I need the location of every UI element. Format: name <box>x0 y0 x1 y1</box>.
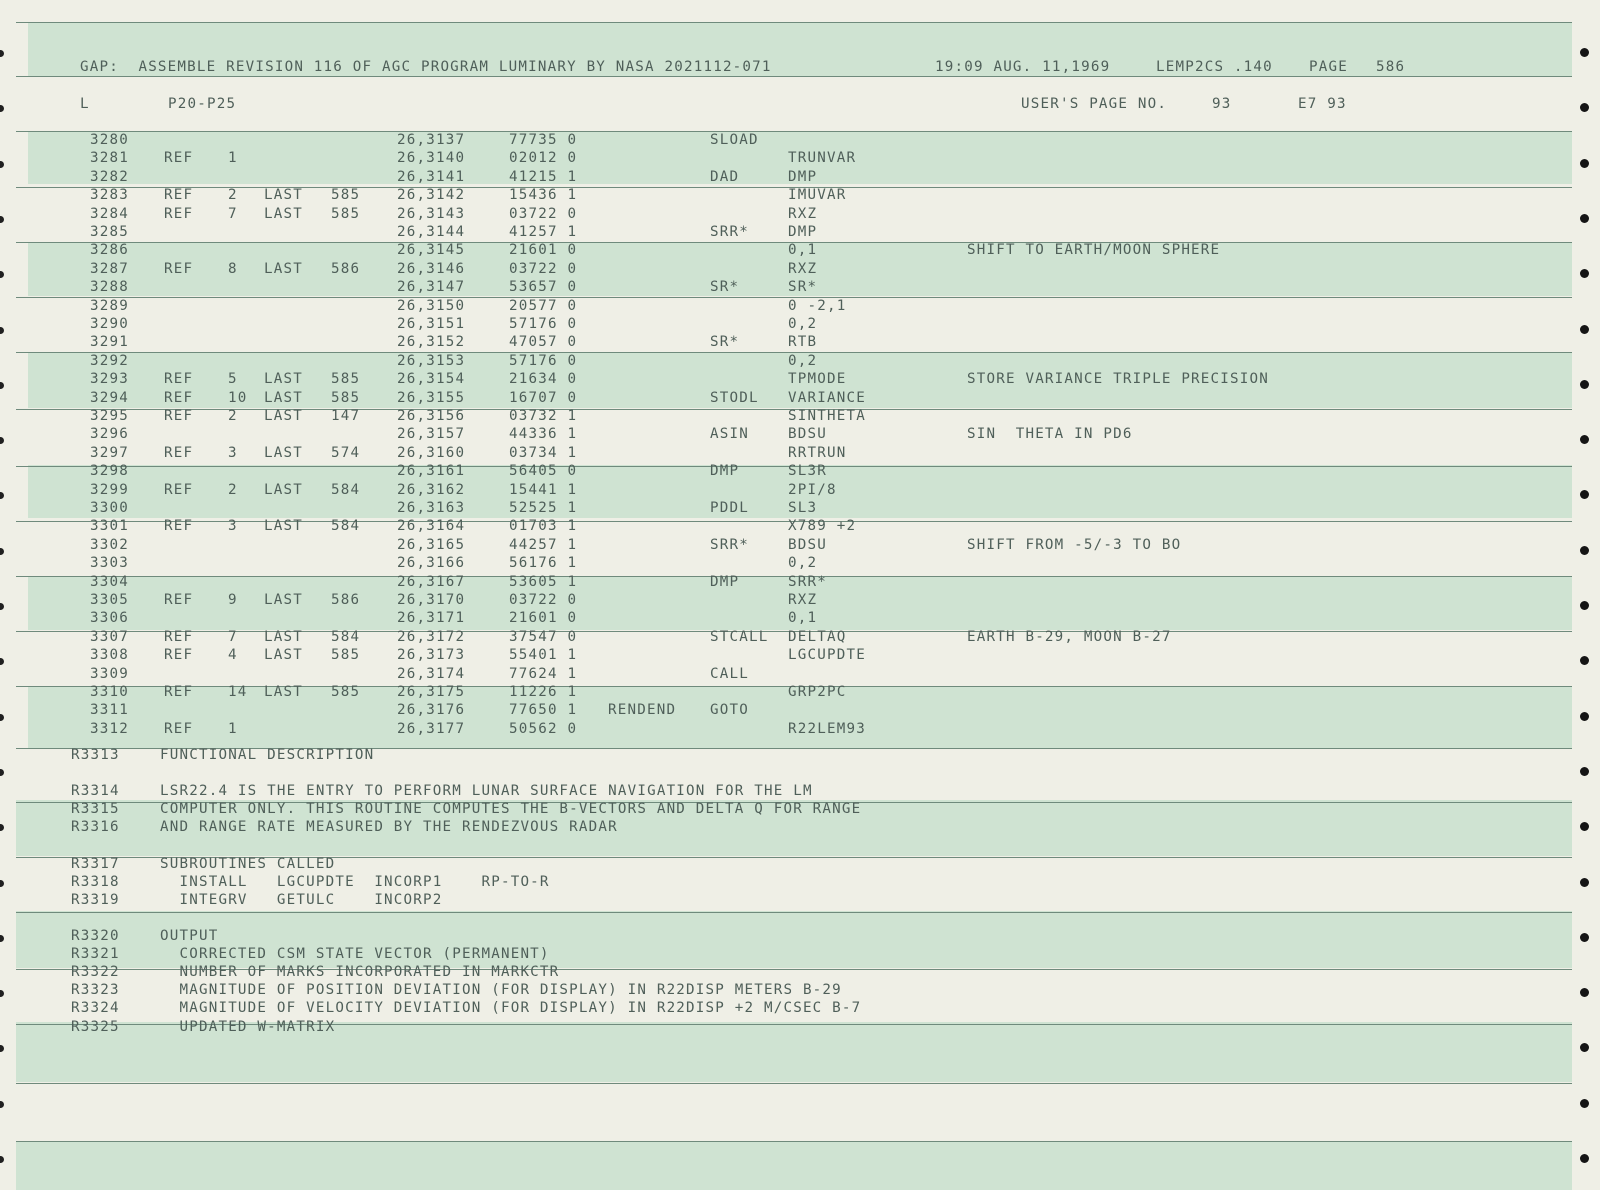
comment-text: FUNCTIONAL DESCRIPTION <box>160 747 375 763</box>
line-number: 3304 <box>90 573 129 590</box>
line-number: 3282 <box>90 168 129 185</box>
address: 26,3141 <box>397 168 466 185</box>
line-number: 3284 <box>90 205 129 222</box>
opcode: GOTO <box>710 702 749 719</box>
operand: BDSU <box>788 536 827 553</box>
address: 26,3167 <box>397 573 466 590</box>
last-marker: LAST <box>264 408 303 424</box>
ref-marker: REF <box>164 260 194 277</box>
address: 26,3164 <box>397 518 466 535</box>
last-marker: LAST <box>264 592 303 608</box>
line-number: 3300 <box>90 500 129 516</box>
ref-count: 3 <box>228 444 238 461</box>
comment-line-number: R3317 <box>71 855 120 872</box>
opcode: PDDL <box>710 500 749 516</box>
line-number: 3296 <box>90 426 129 443</box>
ref-count: 7 <box>228 205 238 222</box>
comment-text: COMPUTER ONLY. THIS ROUTINE COMPUTES THE B-VECTORS AND DELTA Q FOR RANGE <box>160 801 862 818</box>
opcode: SR* <box>710 334 740 351</box>
comment: SIN THETA IN PD6 <box>967 426 1133 443</box>
ref-count: 2 <box>228 408 238 424</box>
operand: 0,2 <box>788 316 818 332</box>
opcode: SRR* <box>710 224 749 240</box>
opcode: DAD <box>710 168 740 185</box>
octal-word: 41215 1 <box>509 168 578 185</box>
octal-word: 77735 0 <box>509 132 578 148</box>
operand: 0,2 <box>788 352 818 369</box>
octal-word: 03734 1 <box>509 444 578 461</box>
address: 26,3172 <box>397 628 466 645</box>
comment-line-number: R3314 <box>71 783 120 800</box>
ref-marker: REF <box>164 444 194 461</box>
last-marker: LAST <box>264 371 303 388</box>
comment-line-number: R3325 <box>71 1018 120 1035</box>
ref-count: 2 <box>228 187 238 204</box>
address: 26,3174 <box>397 665 466 682</box>
subheader-section: P20-P25 <box>168 96 237 112</box>
address: 26,3152 <box>397 334 466 351</box>
line-number: 3290 <box>90 316 129 332</box>
opcode: ASIN <box>710 426 749 443</box>
ref-count: 1 <box>228 720 238 737</box>
address: 26,3145 <box>397 242 466 259</box>
comment-line-number: R3315 <box>71 801 120 818</box>
line-number: 3289 <box>90 297 129 314</box>
ref-count: 9 <box>228 592 238 608</box>
octal-word: 50562 0 <box>509 720 578 737</box>
address: 26,3163 <box>397 500 466 516</box>
users-page-number: 93 <box>1212 96 1232 112</box>
comment-line-number: R3316 <box>71 819 120 836</box>
octal-word: 41257 1 <box>509 224 578 240</box>
header-date: 19:09 AUG. 11,1969 <box>935 59 1111 75</box>
line-number: 3299 <box>90 481 129 498</box>
address: 26,3171 <box>397 610 466 627</box>
operand: SR* <box>788 279 818 296</box>
line-number: 3280 <box>90 132 129 148</box>
ref-marker: REF <box>164 481 194 498</box>
address: 26,3151 <box>397 316 466 332</box>
opcode: SR* <box>710 279 740 296</box>
label: RENDEND <box>608 702 677 719</box>
operand: TPMODE <box>788 371 847 388</box>
last-marker: LAST <box>264 518 303 535</box>
ref-marker: REF <box>164 389 194 406</box>
subheader-tag: L <box>80 96 90 112</box>
opcode: SLOAD <box>710 132 759 148</box>
octal-word: 16707 0 <box>509 389 578 406</box>
ref-marker: REF <box>164 592 194 608</box>
line-number: 3298 <box>90 463 129 480</box>
last-marker: LAST <box>264 205 303 222</box>
ref-marker: REF <box>164 408 194 424</box>
address: 26,3137 <box>397 132 466 148</box>
octal-word: 52525 1 <box>509 500 578 516</box>
octal-word: 57176 0 <box>509 352 578 369</box>
header-title: GAP: ASSEMBLE REVISION 116 OF AGC PROGRAM LUMINARY BY NASA 2021112-071 <box>80 59 772 75</box>
octal-word: 20577 0 <box>509 297 578 314</box>
comment-line-number: R3321 <box>71 946 120 963</box>
line-number: 3295 <box>90 408 129 424</box>
octal-word: 15436 1 <box>509 187 578 204</box>
ref-marker: REF <box>164 684 194 700</box>
last-page: 585 <box>331 205 361 222</box>
comment-line-number: R3319 <box>71 891 120 908</box>
line-number: 3310 <box>90 684 129 700</box>
comment-text: LSR22.4 IS THE ENTRY TO PERFORM LUNAR SURFACE NAVIGATION FOR THE LM <box>160 783 813 800</box>
octal-word: 44257 1 <box>509 536 578 553</box>
opcode: CALL <box>710 665 749 682</box>
comment-text: AND RANGE RATE MEASURED BY THE RENDEZVOUS RADAR <box>160 819 618 836</box>
octal-word: 03722 0 <box>509 592 578 608</box>
operand: DMP <box>788 168 818 185</box>
comment-text: CORRECTED CSM STATE VECTOR (PERMANENT) <box>160 946 550 963</box>
address: 26,3165 <box>397 536 466 553</box>
octal-word: 55401 1 <box>509 647 578 664</box>
ref-count: 14 <box>228 684 248 700</box>
operand: DELTAQ <box>788 628 847 645</box>
comment-text: MAGNITUDE OF VELOCITY DEVIATION (FOR DISPLAY) IN R22DISP +2 M/CSEC B-7 <box>160 1000 862 1017</box>
address: 26,3144 <box>397 224 466 240</box>
last-marker: LAST <box>264 628 303 645</box>
last-page: 574 <box>331 444 361 461</box>
octal-word: 44336 1 <box>509 426 578 443</box>
header-listing: LEMP2CS .140 <box>1156 59 1273 75</box>
comment-text: INTEGRV GETULC INCORP2 <box>160 891 443 908</box>
comment-line-number: R3323 <box>71 982 120 999</box>
last-marker: LAST <box>264 444 303 461</box>
ref-marker: REF <box>164 187 194 204</box>
operand: RRTRUN <box>788 444 847 461</box>
opcode: DMP <box>710 573 740 590</box>
operand: IMUVAR <box>788 187 847 204</box>
octal-word: 15441 1 <box>509 481 578 498</box>
last-page: 147 <box>331 408 361 424</box>
line-number: 3285 <box>90 224 129 240</box>
comment-line-number: R3313 <box>71 747 120 763</box>
operand: 0,2 <box>788 555 818 572</box>
octal-word: 37547 0 <box>509 628 578 645</box>
address: 26,3153 <box>397 352 466 369</box>
address: 26,3160 <box>397 444 466 461</box>
comment: EARTH B-29, MOON B-27 <box>967 628 1172 645</box>
ref-count: 7 <box>228 628 238 645</box>
address: 26,3157 <box>397 426 466 443</box>
line-number: 3303 <box>90 555 129 572</box>
address: 26,3166 <box>397 555 466 572</box>
comment-line-number: R3324 <box>71 1000 120 1017</box>
line-number: 3287 <box>90 260 129 277</box>
operand: RXZ <box>788 592 818 608</box>
last-page: 585 <box>331 684 361 700</box>
operand: VARIANCE <box>788 389 866 406</box>
operand: 2PI/8 <box>788 481 837 498</box>
address: 26,3147 <box>397 279 466 296</box>
ref-count: 8 <box>228 260 238 277</box>
ref-marker: REF <box>164 371 194 388</box>
opcode: DMP <box>710 463 740 480</box>
line-number: 3301 <box>90 518 129 535</box>
octal-word: 56405 0 <box>509 463 578 480</box>
operand: TRUNVAR <box>788 150 857 167</box>
address: 26,3155 <box>397 389 466 406</box>
last-marker: LAST <box>264 187 303 204</box>
line-number: 3294 <box>90 389 129 406</box>
line-number: 3306 <box>90 610 129 627</box>
line-number: 3309 <box>90 665 129 682</box>
comment-text: INSTALL LGCUPDTE INCORP1 RP-TO-R <box>160 873 550 890</box>
octal-word: 03722 0 <box>509 205 578 222</box>
ref-marker: REF <box>164 720 194 737</box>
last-page: 584 <box>331 518 361 535</box>
ref-marker: REF <box>164 205 194 222</box>
operand: SL3 <box>788 500 818 516</box>
last-marker: LAST <box>264 481 303 498</box>
comment-text: OUTPUT <box>160 928 219 944</box>
last-page: 586 <box>331 260 361 277</box>
last-page: 585 <box>331 371 361 388</box>
header-page-label: PAGE <box>1309 59 1348 75</box>
ref-count: 5 <box>228 371 238 388</box>
octal-word: 02012 0 <box>509 150 578 167</box>
octal-word: 11226 1 <box>509 684 578 700</box>
opcode: STODL <box>710 389 759 406</box>
operand: GRP2PC <box>788 684 847 700</box>
operand: X789 +2 <box>788 518 857 535</box>
address: 26,3156 <box>397 408 466 424</box>
octal-word: 21601 0 <box>509 610 578 627</box>
last-marker: LAST <box>264 684 303 700</box>
comment: SHIFT TO EARTH/MOON SPHERE <box>967 242 1221 259</box>
address: 26,3142 <box>397 187 466 204</box>
operand: DMP <box>788 224 818 240</box>
ref-marker: REF <box>164 647 194 664</box>
operand: SINTHETA <box>788 408 866 424</box>
ref-count: 10 <box>228 389 248 406</box>
operand: 0 -2,1 <box>788 297 847 314</box>
last-page: 585 <box>331 187 361 204</box>
octal-word: 57176 0 <box>509 316 578 332</box>
line-number: 3288 <box>90 279 129 296</box>
line-number: 3291 <box>90 334 129 351</box>
address: 26,3175 <box>397 684 466 700</box>
opcode: STCALL <box>710 628 769 645</box>
opcode: SRR* <box>710 536 749 553</box>
octal-word: 56176 1 <box>509 555 578 572</box>
octal-word: 77624 1 <box>509 665 578 682</box>
operand: RXZ <box>788 260 818 277</box>
address: 26,3140 <box>397 150 466 167</box>
line-number: 3307 <box>90 628 129 645</box>
last-marker: LAST <box>264 389 303 406</box>
address: 26,3176 <box>397 702 466 719</box>
octal-word: 77650 1 <box>509 702 578 719</box>
ref-count: 1 <box>228 150 238 167</box>
line-number: 3312 <box>90 720 129 737</box>
last-marker: LAST <box>264 647 303 664</box>
octal-word: 01703 1 <box>509 518 578 535</box>
operand: 0,1 <box>788 242 818 259</box>
comment-text: MAGNITUDE OF POSITION DEVIATION (FOR DISPLAY) IN R22DISP METERS B-29 <box>160 982 842 999</box>
address: 26,3143 <box>397 205 466 222</box>
address: 26,3146 <box>397 260 466 277</box>
operand: RXZ <box>788 205 818 222</box>
ref-marker: REF <box>164 518 194 535</box>
page-checksum: E7 93 <box>1298 96 1347 112</box>
last-page: 585 <box>331 647 361 664</box>
last-marker: LAST <box>264 260 303 277</box>
ref-count: 2 <box>228 481 238 498</box>
operand: RTB <box>788 334 818 351</box>
line-number: 3308 <box>90 647 129 664</box>
line-number: 3283 <box>90 187 129 204</box>
operand: 0,1 <box>788 610 818 627</box>
address: 26,3161 <box>397 463 466 480</box>
last-page: 585 <box>331 389 361 406</box>
comment-line-number: R3322 <box>71 964 120 981</box>
operand: SL3R <box>788 463 827 480</box>
operand: SRR* <box>788 573 827 590</box>
line-number: 3302 <box>90 536 129 553</box>
operand: R22LEM93 <box>788 720 866 737</box>
line-number: 3311 <box>90 702 129 719</box>
address: 26,3173 <box>397 647 466 664</box>
octal-word: 47057 0 <box>509 334 578 351</box>
comment-text: SUBROUTINES CALLED <box>160 855 336 872</box>
octal-word: 53657 0 <box>509 279 578 296</box>
last-page: 584 <box>331 481 361 498</box>
comment-text: UPDATED W-MATRIX <box>160 1018 336 1035</box>
users-page-label: USER'S PAGE NO. <box>1021 96 1168 112</box>
comment: SHIFT FROM -5/-3 TO BO <box>967 536 1182 553</box>
line-number: 3292 <box>90 352 129 369</box>
line-number: 3286 <box>90 242 129 259</box>
octal-word: 21601 0 <box>509 242 578 259</box>
address: 26,3150 <box>397 297 466 314</box>
address: 26,3170 <box>397 592 466 608</box>
operand: LGCUPDTE <box>788 647 866 664</box>
address: 26,3177 <box>397 720 466 737</box>
octal-word: 03722 0 <box>509 260 578 277</box>
line-number: 3293 <box>90 371 129 388</box>
last-page: 586 <box>331 592 361 608</box>
ref-count: 3 <box>228 518 238 535</box>
ref-count: 4 <box>228 647 238 664</box>
line-number: 3305 <box>90 592 129 608</box>
address: 26,3162 <box>397 481 466 498</box>
operand: BDSU <box>788 426 827 443</box>
octal-word: 21634 0 <box>509 371 578 388</box>
address: 26,3154 <box>397 371 466 388</box>
header-page-number: 586 <box>1376 59 1406 75</box>
comment: STORE VARIANCE TRIPLE PRECISION <box>967 371 1269 388</box>
ref-marker: REF <box>164 150 194 167</box>
comment-line-number: R3320 <box>71 928 120 944</box>
octal-word: 03732 1 <box>509 408 578 424</box>
comment-line-number: R3318 <box>71 873 120 890</box>
line-number: 3297 <box>90 444 129 461</box>
last-page: 584 <box>331 628 361 645</box>
comment-text: NUMBER OF MARKS INCORPORATED IN MARKCTR <box>160 964 560 981</box>
octal-word: 53605 1 <box>509 573 578 590</box>
line-number: 3281 <box>90 150 129 167</box>
ref-marker: REF <box>164 628 194 645</box>
